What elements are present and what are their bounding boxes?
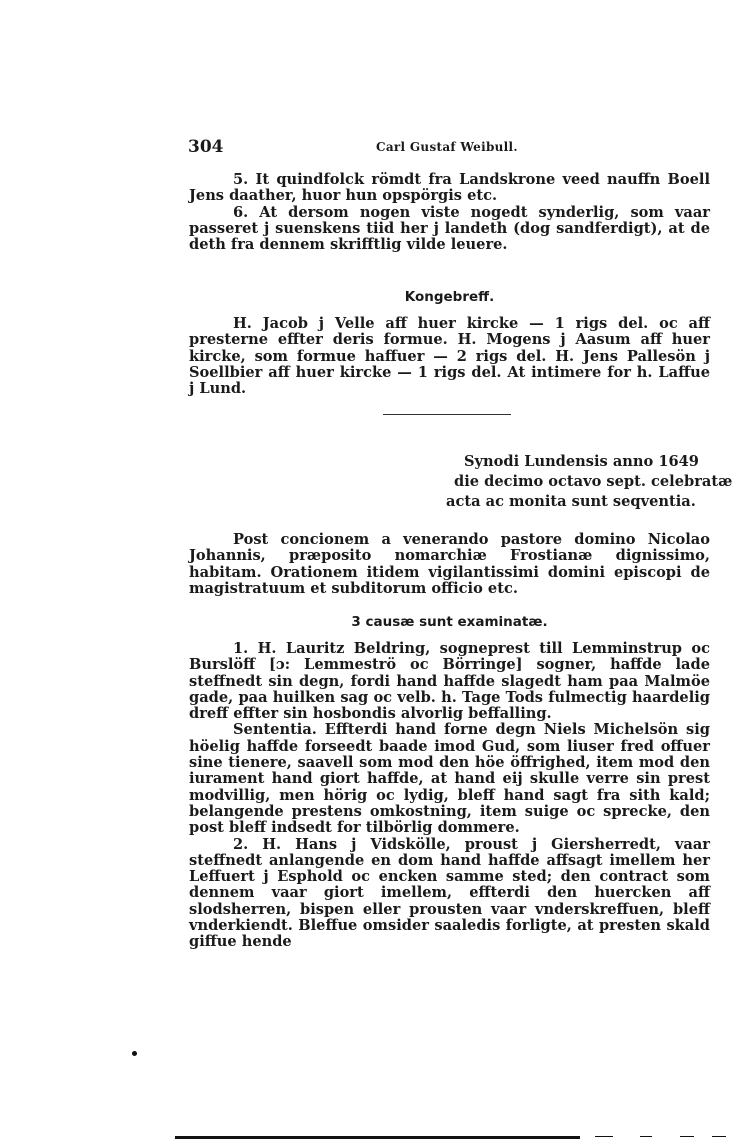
- kongebreff-section: [189, 316, 710, 397]
- item-5: 5. It quindfolck römdt fra Landskrone veed nauffn Boell Jens daather, huor hun opspörgis etc.: [189, 171, 710, 205]
- case-2: 2. H. Hans j Vidsköllе, proust j Giersherredt, vaar steffnedt anlangende en dom hand haffde affsagt imellem her Leffuert j Esphold oc encken samme sted; den contract som dennem vaar giort imellem, effterdi den huercken aff slodsherren, bispen eller prousten vaar vnderskreffuen, bleff vnderkiendt. Bleffue omsider saaledis forligte, at presten skald giffue hende: [189, 835, 710, 951]
- bottom-border-dash: [680, 1136, 694, 1137]
- sententia: Sententia. Effterdi hand forne degn Niels Michelsön sig höelig haffde forseedt baade imod Gud, som liuser fred offuer sine tienere, saavell som mod den höe öffrighed, item mod den iurament hand giort haffde, at hand eij skulle verre sin prest modvillig, men hörig oc lydig, bleff hand sagt fra sith kald; belangende prestens omkostning, item suige oc sprecke, den post bleff indsedt for tilbörlig dommere.: [189, 721, 710, 837]
- causae-heading: 3 causæ sunt examinatæ.: [351, 614, 548, 630]
- intro-section: [189, 532, 710, 597]
- top-items: [189, 172, 710, 253]
- synodi-line-2: die decimo octavo sept. celebratæ: [454, 473, 733, 490]
- synodi-line-1: Synodi Lundensis anno 1649: [464, 453, 699, 470]
- causae-section: [189, 641, 710, 951]
- section-divider: [383, 414, 511, 415]
- page-number: 304: [188, 137, 224, 157]
- bottom-border-dash: [595, 1136, 613, 1137]
- running-title: Carl Gustaf Weibull.: [376, 140, 518, 154]
- item-6: 6. At dersom nogen viste nogedt synderlig, som vaar passeret j suenskens tiid her j landeth (dog sandferdigt), at de deth fra dennem skrifftlig vilde leuere.: [189, 203, 710, 254]
- synodi-title: [440, 452, 733, 512]
- intro-text: Post concionem a venerando pastore domino Nicolao Johannis, præposito nomarchiæ Frostianæ dignissimo, habitam. Orationem itidem vigilantissimi domini episcopi de magistratuum et subditorum officio etc.: [189, 531, 710, 597]
- margin-mark: [132, 1051, 137, 1056]
- page-header: [188, 137, 708, 159]
- bottom-border: [175, 1136, 580, 1139]
- case-1: 1. H. Lauritz Beldring, sogneprest till Lemminstrup oc Burslöff [ɔ: Lemmeströ oc Börringe] sogner, haffde lade steffnedt sin degn, fordi hand haffde slagedt ham paa Malmöe gade, paa huilken sag oc velb. h. Tage Tods fulmectig haardelig dreff effter sin hosbondis alvorlig beffalling.: [189, 640, 710, 723]
- kongebreff-text: H. Jacob j Velle aff huer kircke — 1 rigs del. oc aff presterne effter deris formue. H. Mogens j Aasum aff huer kircke, som formue haffuer — 2 rigs del. H. Jens Pallesön j Soellbier aff huer kircke — 1 rigs del. At intimere for h. Laffue j Lund.: [189, 315, 710, 398]
- kongebreff-heading: Kongebreff.: [404, 289, 495, 305]
- synodi-line-3: acta ac monita sunt seqventia.: [446, 493, 696, 510]
- bottom-border-dash: [712, 1136, 726, 1137]
- bottom-border-dash: [640, 1136, 652, 1137]
